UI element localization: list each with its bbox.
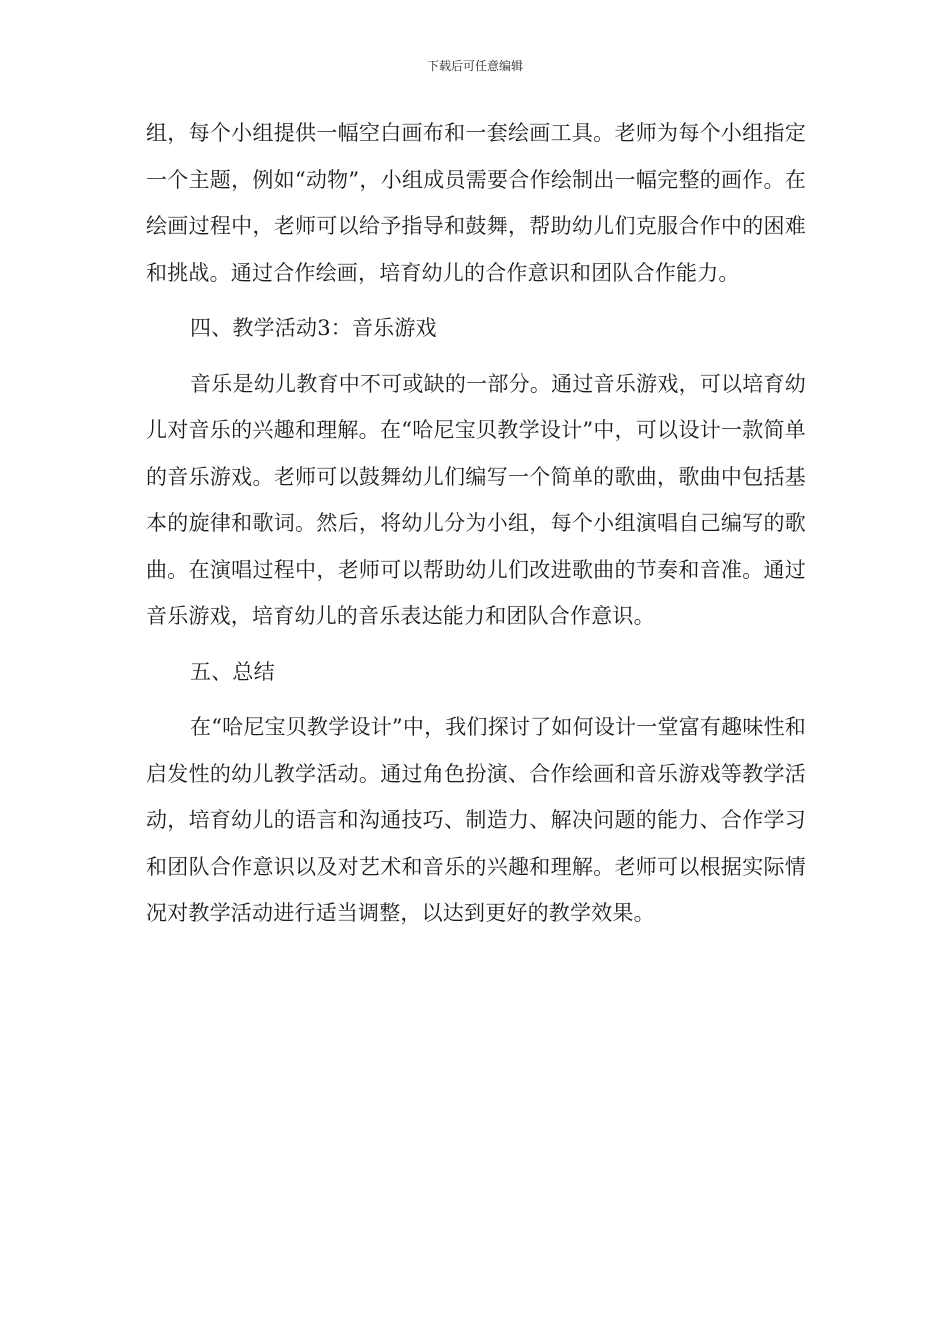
paragraph-summary: 在“哈尼宝贝教学设计”中，我们探讨了如何设计一堂富有趣味性和启发性的幼儿教学活动。通过角色扮演、合作绘画和音乐游戏等教学活动，培育幼儿的语言和沟通技巧、制造力、解决问题的能力、合作学习和团队合作意识以及对艺术和音乐的兴趣和理解。老师可以根据实际情况对教学活动进行适当调整，以达到更好的教学效果。 [146, 715, 806, 925]
section-heading-summary: 五、总结 [190, 659, 275, 684]
section-heading-music-game: 四、教学活动3：音乐游戏 [190, 316, 437, 340]
paragraph-continued: 组，每个小组提供一幅空白画布和一套绘画工具。老师为每个小组指定一个主题，例如“动物”，小组成员需要合作绘制出一幅完整的画作。在绘画过程中，老师可以给予指导和鼓舞，帮助幼儿们克服合作中的困难和挑战。通过合作绘画，培育幼儿的合作意识和团队合作能力。 [146, 121, 806, 285]
paragraph-music-game: 音乐是幼儿教育中不可或缺的一部分。通过音乐游戏，可以培育幼儿对音乐的兴趣和理解。在“哈尼宝贝教学设计”中，可以设计一款简单的音乐游戏。老师可以鼓舞幼儿们编写一个简单的歌曲，歌曲中包括基本的旋律和歌词。然后，将幼儿分为小组，每个小组演唱自己编写的歌曲。在演唱过程中，老师可以帮助幼儿们改进歌曲的节奏和音准。通过音乐游戏，培育幼儿的音乐表达能力和团队合作意识。 [146, 371, 806, 628]
page-header: 下载后可任意编辑 [426, 59, 523, 73]
document-body [146, 110, 806, 937]
